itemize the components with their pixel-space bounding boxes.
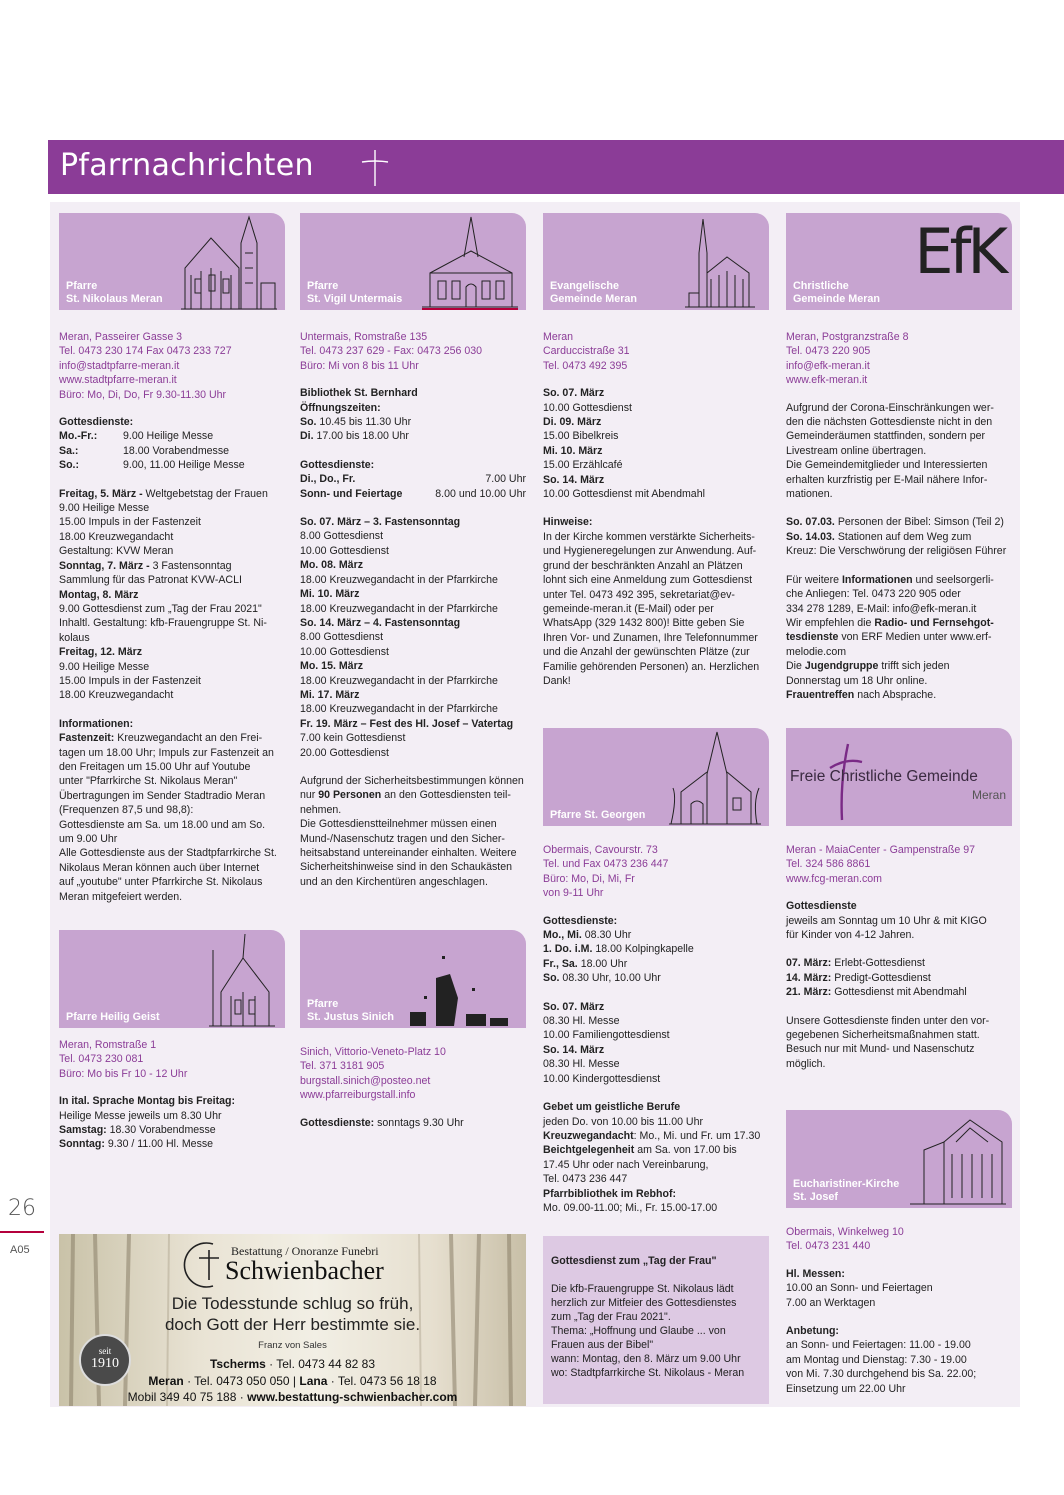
body-heilig-geist: In ital. Sprache Montag bis Freitag: Heilige Messe jeweils um 8.30 Uhr Samstag: 18.30 Vorabendmesse Sonntag: 9.30 / 11.00 Hl. Messe: [59, 1095, 235, 1151]
body-st-josef: Hl. Messen: 10.00 an Sonn- und Feiertagen 7.00 an Werktagen Anbetung: an Sonn- und Feiertagen: 11.00 - 19.00 am Montag und Dienstag: 7.30 - 19.00 von Mi. 7.30 durchgehend bis Sa. 22.00; Einsetzung um 22.00 Uhr: [786, 1267, 977, 1395]
ad-subtitle: Bestattung / Onoranze Funebri: [231, 1244, 379, 1258]
church-illustration-icon: [406, 948, 516, 1028]
header-st-justus: [300, 930, 526, 1028]
cross-icon: [358, 148, 392, 188]
header-title: Pfarre St. Vigil Untermais: [307, 280, 403, 305]
body-st-vigil: Bibliothek St. Bernhard Öffnungszeiten: So. 10.45 bis 11.30 Uhr Di. 17.00 bis 18.00 Uhr Gottesdienste: Di., Do., Fr. 7.00 Uhr Sonn- und Feiertage 8.00 und 10.00 Uhr So. 07. März – 3. Fastensonntag 8.00 Gottesdienst 10.00 Gottesdienst Mo. 08. März 18.00 Kreuzwegandacht in der Pfarrkirche Mi. 10. März 18.00 Kreuzwegandacht in der Pfarrkirche So. 14. März – 4. Fastensonntag 8.00 Gottesdienst 10.00 Gottesdienst Mo. 15. März 18.00 Kreuzwegandacht in der Pfarrkirche Mi. 17. März 18.00 Kreuzwegandacht in der Pfarrkirche Fr. 19. März – Fest des Hl. Josef – Vatertag 7.00 kein Gottesdienst 20.00 Gottesdienst Aufgrund der Sicherheitsbestimmungen können nur 90 Personen an den Gottesdiensten teil- nehmen. Die Gottesdienstteilnehmer müssen einen Mund-/Nasenschutz tragen und den Sicher- heitsabstand untereinander einhalten. Weitere Sicherheitshinweise sind in den Schaukästen und an den Kirchentüren angeschlagen.: [300, 387, 526, 888]
header-st-nikolaus: [59, 213, 285, 310]
church-illustration-icon: [181, 213, 277, 310]
church-illustration-icon: [667, 728, 763, 826]
advertisement-schwienbacher: [59, 1234, 526, 1406]
ad-quote-line-2: doch Gott der Herr bestimmte sie.: [164, 1315, 421, 1334]
tag-der-frau-box: Gottesdienst zum „Tag der Frau" Die kfb-Frauengruppe St. Nikolaus lädt herzlich zur Mitfeier des Gottesdienstes zum „Tag der Frau 2021". Thema: „Hoffnung und Glaube ... von Frauen aus der Bibel" wann: Montag, den 8. März um 9.00 Uhr wo: Stadtpfarrkirche St. Nikolaus - Meran: [543, 1236, 769, 1404]
body-fcg: Gottesdienste jeweils am Sonntag um 10 Uhr & mit KIGO für Kinder von 4-12 Jahren. 07. März: Erlebt-Gottesdienst 14. März: Predigt-Gottesdienst 21. März: Gottesdienst mit Abendmahl Unsere Gottesdienste finden unter den vor- gegebenen Sicherheitsmaßnahmen statt. Besuch nur mit Mund- und Nasenschutz möglich.: [786, 900, 990, 1070]
header-title: Eucharistiner-Kirche St. Josef: [793, 1178, 900, 1203]
header-title: Evangelische Gemeinde Meran: [550, 280, 638, 305]
header-fcg: [786, 728, 1012, 826]
header-title: Pfarre St. Justus Sinich: [307, 998, 394, 1023]
header-st-georgen: [543, 728, 769, 826]
body-evangelische: So. 07. März 10.00 Gottesdienst Di. 09. März 15.00 Bibelkreis Mi. 10. März 15.00 Erzählcafé So. 14. März 10.00 Gottesdienst mit Abendmahl Hinweise: In der Kirche kommen verstärkte Sicherheits- und Hygieneregelungen zur Anwendung. Auf- grund der beschränkten Anzahl an Plätzen lohnt sich eine Anmeldung zum Gottesdienst unter Tel. 0473 492 395, sekretariat@ev- gemeinde-meran.it (E-Mail) oder per WhatsApp (329 1432 800)! Bitte geben Sie Ihren Vor- und Zunamen, Ihre Telefonnummer und die Anzahl der gewünschten Plätze (zur Familie gehörenden Personen) an. Herzlichen Dank!: [543, 387, 760, 687]
column-st-nikolaus: [59, 213, 285, 904]
cross-logo-icon: [183, 1240, 227, 1290]
column-fcg: [786, 728, 1012, 1071]
ad-contact-line-1: Tscherms · Tel. 0473 44 82 83: [209, 1357, 375, 1371]
header-heilig-geist: [59, 930, 285, 1028]
body-christliche-gemeinde: Aufgrund der Corona-Einschränkungen wer- den die nächsten Gottesdienste nicht in den Gemeinderäumen stattfinden, sondern per Livestream online übertragen. Die Gemeindemitglieder und Interessierten erhalten kurzfristig per E-Mail nähere Infor- mationen. So. 07.03. Personen der Bibel: Simson (Teil 2) So. 14.03. Stationen auf dem Weg zum Kreuz: Die Verschwörung der religiösen Führer Für weitere Informationen und seelsorgerli- che Anliegen: Tel. 0473 220 905 oder 334 278 1289, E-Mail: info@efk-meran.it Wir empfehlen die Radio- und Fernsehgot- tesdienste von ERF Medien unter www.erf- melodie.com Die Jugendgruppe trifft sich jeden Donnerstag um 18 Uhr online. Frauentreffen nach Absprache.: [786, 401, 1007, 701]
ad-brand-name: Schwienbacher: [225, 1256, 384, 1285]
header-title: Christliche Gemeinde Meran: [793, 280, 881, 305]
contact-evangelische: Meran Carduccistraße 31 Tel. 0473 492 395: [543, 331, 630, 372]
column-heilig-geist: [59, 930, 285, 1152]
ad-contact-line-2: Meran · Tel. 0473 050 050 | Lana · Tel. 0473 56 18 18: [148, 1374, 437, 1388]
page-number: 26: [8, 1196, 36, 1221]
church-illustration-icon: [209, 930, 275, 1028]
ad-website-link[interactable]: www.bestattung-schwienbacher.com: [247, 1390, 458, 1404]
contact-st-justus: Sinich, Vittorio-Veneto-Platz 10 Tel. 371 3181 905 burgstall.sinich@posteo.net www.pfarreiburgstall.info: [300, 1046, 446, 1102]
header-title: Pfarre St. Nikolaus Meran: [66, 280, 163, 305]
column-st-justus: [300, 930, 526, 1130]
column-christliche-gemeinde: [786, 213, 1012, 702]
ad-quote-author: Franz von Sales: [258, 1340, 327, 1351]
column-st-josef: [786, 1110, 1012, 1396]
page-number-rule: [0, 1231, 44, 1233]
header-title: Pfarre St. Georgen: [550, 809, 646, 821]
address: Meran, Passeirer Gasse 3: [59, 331, 183, 343]
contact-st-nikolaus: [59, 330, 285, 402]
body-st-nikolaus: Gottesdienste: Mo.-Fr.: 9.00 Heilige Messe Sa.: 18.00 Vorabendmesse So.: 9.00, 11.00 Heilige Messe Freitag, 5. März - Weltgebetstag der Frauen 9.00 Heilige Messe 15.00 Impuls in der Fastenzeit 18.00 Kreuzwegandacht Gestaltung: KVW Meran Sonntag, 7. März - 3 Fastensonntag Sammlung für das Patronat KVW-ACLI Montag, 8. März 9.00 Gottesdienst zum „Tag der Frau 2021" Inhaltl. Gestaltung: kfb-Frauengruppe St. Ni- kolaus Freitag, 12. März 9.00 Heilige Messe 15.00 Impuls in der Fastenzeit 18.00 Kreuzwegandacht Informationen: Fastenzeit: Kreuzwegandacht an den Frei- tagen um 18.00 Uhr; Impuls zur Fastenzeit an den Freitagen um 15.00 Uhr auf Youtube unter "Pfarrkirche St. Nikolaus Meran" Übertragungen im Sender Stadtradio Meran (Frequenzen 87,5 und 98,8): Gottesdienste am Sa. um 18.00 und am So. um 9.00 Uhr Alle Gottesdienste aus der Stadtpfarrkirche St. Nikolaus Meran können auch über Internet auf „youtube" unter Pfarrkirche St. Nikolaus Meran mitgefeiert werden.: [59, 416, 277, 903]
contact-christliche-gemeinde: Meran, Postgranzstraße 8 Tel. 0473 220 905 info@efk-meran.it www.efk-meran.it: [786, 331, 909, 387]
section-title: Pfarrnachrichten: [60, 148, 314, 183]
body-st-georgen: Gottesdienste: Mo., Mi. 08.30 Uhr 1. Do. i.M. 18.00 Kolpingkapelle Fr., Sa. 18.00 Uhr So. 08.30 Uhr, 10.00 Uhr So. 07. März 08.30 Hl. Messe 10.00 Familiengottesdienst So. 14. März 08.30 Hl. Messe 10.00 Kindergottesdienst Gebet um geistliche Berufe jeden Do. von 10.00 bis 11.00 Uhr Kreuzwegandacht: Mo., Mi. und Fr. um 17.30 Beichtgelegenheit am Sa. von 17.00 bis 17.45 Uhr oder nach Vereinbarung, Tel. 0473 236 447 Pfarrbibliothek im Rebhof: Mo. 09.00-11.00; Mi., Fr. 15.00-17.00: [543, 914, 761, 1214]
column-st-vigil: [300, 213, 526, 889]
fcg-logo-meran: Meran: [971, 788, 1006, 802]
phone: Tel. 0473 230 174 Fax 0473 233 727: [59, 345, 232, 358]
header-st-vigil: [300, 213, 526, 310]
church-illustration-icon: [422, 213, 518, 310]
contact-heilig-geist: Meran, Romstraße 1 Tel. 0473 230 081 Büro: Mo bis Fr 10 - 12 Uhr: [59, 1039, 188, 1080]
fcg-logo: Freie Christliche Gemeinde: [790, 768, 978, 785]
page-code: A05: [10, 1244, 30, 1256]
church-illustration-icon: [685, 213, 755, 310]
column-evangelische: [543, 213, 769, 688]
email-link[interactable]: info@stadtpfarre-meran.it: [59, 359, 180, 372]
contact-fcg: Meran - MaiaCenter - Gampenstraße 97 Tel. 324 586 8861 www.fcg-meran.com: [786, 844, 975, 885]
website-link[interactable]: www.stadtpfarre-meran.it: [59, 374, 177, 387]
ad-quote-line-1: Die Todesstunde schlug so früh,: [171, 1294, 414, 1313]
contact-st-josef: Obermais, Winkelweg 10 Tel. 0473 231 440: [786, 1226, 904, 1253]
section-banner: [48, 140, 1064, 194]
church-illustration-icon: [910, 1114, 1006, 1208]
efk-logo-icon: EfK: [914, 215, 1004, 288]
header-title: Pfarre Heilig Geist: [66, 1011, 160, 1023]
office-hours: Büro: Mo, Di, Do, Fr 9.30-11.30 Uhr: [59, 388, 227, 401]
column-st-georgen: [543, 728, 769, 1215]
header-evangelische: [543, 213, 769, 310]
ad-contact-line-3: Mobil 349 40 75 188 · www.bestattung-schwienbacher.com: [127, 1390, 458, 1404]
contact-st-vigil: Untermais, Romstraße 135 Tel. 0473 237 629 - Fax: 0473 256 030 Büro: Mi von 8 bis 11 Uhr: [300, 331, 482, 372]
header-christliche-gemeinde: [786, 213, 1012, 310]
body-st-justus: Gottesdienste: sonntags 9.30 Uhr: [300, 1116, 464, 1129]
contact-st-georgen: Obermais, Cavourstr. 73 Tel. und Fax 0473 236 447 Büro: Mo, Di, Mi, Fr von 9-11 Uhr: [543, 844, 669, 900]
ad-seit-badge: seit 1910: [79, 1334, 131, 1386]
header-st-josef: [786, 1110, 1012, 1208]
